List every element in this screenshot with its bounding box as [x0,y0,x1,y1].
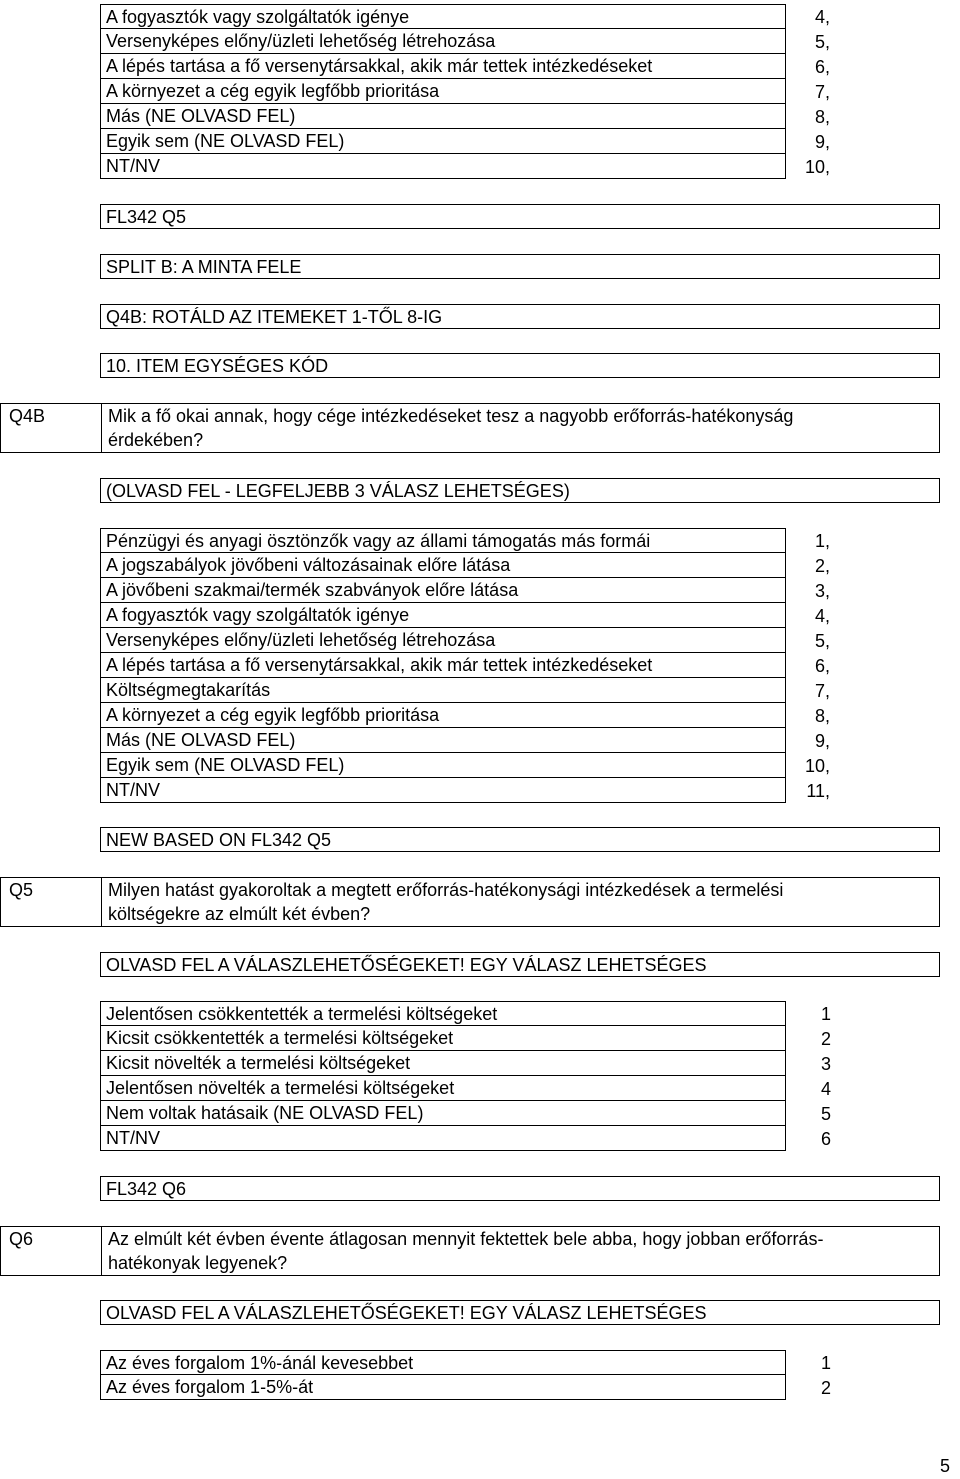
list-item: A lépés tartása a fő versenytársakkal, akik már tettek intézkedéseket [100,653,786,678]
list-item: Nem voltak hatásaik (NE OLVASD FEL) [100,1101,786,1126]
list-item: Az éves forgalom 1%-ánál kevesebbet [100,1350,786,1375]
answer-code: 3 [820,1054,831,1074]
list-item: NT/NV [100,154,786,179]
answer-code: 2 [820,1378,831,1398]
page-number: 5 [940,1456,951,1476]
list-item: NT/NV [100,778,786,803]
question-text [101,877,941,927]
answer-code: 2 [820,1029,831,1049]
question-id: Q6 [9,1229,34,1249]
instruction-note: (OLVASD FEL - LEGFELJEBB 3 VÁLASZ LEHETSÉGES) [100,478,940,503]
list-item: Pénzügyi és anyagi ösztönzők vagy az állami támogatás más formái [100,528,786,553]
answer-code: 5, [814,32,830,52]
answer-code: 10, [804,157,830,177]
answer-code: 4, [814,7,830,27]
list-item: Költségmegtakarítás [100,678,786,703]
answer-list-continued [100,4,786,179]
question-text-line: Mik a fő okai annak, hogy cége intézkedéseket tesz a nagyobb erőforrás-hatékonyság [108,406,794,426]
filter-note: FL342 Q5 [100,204,940,229]
list-item: A környezet a cég egyik legfőbb prioritása [100,703,786,728]
answer-code: 4 [820,1079,831,1099]
question-text [101,1226,941,1276]
answer-code: 8, [814,706,830,726]
list-item: Más (NE OLVASD FEL) [100,104,786,129]
instruction-note: OLVASD FEL A VÁLASZLEHETŐSÉGEKET! EGY VÁLASZ LEHETSÉGES [100,952,940,977]
list-item: Jelentősen növelték a termelési költségeket [100,1076,786,1101]
source-note: NEW BASED ON FL342 Q5 [100,827,940,852]
answer-list-q6 [100,1350,786,1400]
answer-code: 8, [814,107,830,127]
answer-code: 9, [814,731,830,751]
question-box-q4b [0,403,940,453]
list-item: Más (NE OLVASD FEL) [100,728,786,753]
list-item: Kicsit csökkentették a termelési költségeket [100,1026,786,1051]
list-item: A környezet a cég egyik legfőbb prioritása [100,79,786,104]
answer-code: 5 [820,1104,831,1124]
answer-code: 6, [814,656,830,676]
item-code-note: 10. ITEM EGYSÉGES KÓD [100,353,940,378]
list-item: Egyik sem (NE OLVASD FEL) [100,129,786,154]
answer-code: 7, [814,82,830,102]
answer-list-q4b [100,528,786,803]
list-item: Versenyképes előny/üzleti lehetőség létrehozása [100,29,786,54]
list-item: Jelentősen csökkentették a termelési költségeket [100,1001,786,1026]
answer-code: 1, [814,531,830,551]
list-item: Kicsit növelték a termelési költségeket [100,1051,786,1076]
answer-code: 6 [820,1129,831,1149]
list-item: Az éves forgalom 1-5%-át [100,1375,786,1400]
question-box-q6 [0,1226,940,1276]
answer-code: 4, [814,606,830,626]
question-text-line: Az elmúlt két évben évente átlagosan mennyit fektettek bele abba, hogy jobban erőforrás- [108,1229,824,1249]
answer-code: 1 [820,1353,831,1373]
question-box-q5 [0,877,940,927]
answer-code: 2, [814,556,830,576]
question-text-line: költségekre az elmúlt két évben? [108,904,371,924]
list-item: NT/NV [100,1126,786,1151]
answer-code: 1 [820,1004,831,1024]
list-item: A lépés tartása a fő versenytársakkal, akik már tettek intézkedéseket [100,54,786,79]
list-item: A fogyasztók vagy szolgáltatók igénye [100,4,786,29]
question-id: Q5 [9,880,34,900]
answer-code: 3, [814,581,830,601]
answer-list-q5 [100,1001,786,1151]
instruction-note: OLVASD FEL A VÁLASZLEHETŐSÉGEKET! EGY VÁLASZ LEHETSÉGES [100,1300,940,1325]
answer-code: 5, [814,631,830,651]
filter-note: FL342 Q6 [100,1176,940,1201]
rotation-note: Q4B: ROTÁLD AZ ITEMEKET 1-TŐL 8-IG [100,304,940,329]
question-id: Q4B [9,406,46,426]
answer-code: 6, [814,57,830,77]
question-text [101,403,941,453]
list-item: Egyik sem (NE OLVASD FEL) [100,753,786,778]
list-item: A fogyasztók vagy szolgáltatók igénye [100,603,786,628]
answer-code: 10, [804,756,830,776]
question-text-line: érdekében? [108,430,204,450]
list-item: A jövőbeni szakmai/termék szabványok előre látása [100,578,786,603]
answer-code: 9, [814,132,830,152]
list-item: A jogszabályok jövőbeni változásainak előre látása [100,553,786,578]
answer-code: 11, [806,781,830,801]
answer-code: 7, [814,681,830,701]
list-item: Versenyképes előny/üzleti lehetőség létrehozása [100,628,786,653]
question-text-line: hatékonyak legyenek? [108,1253,288,1273]
split-note: SPLIT B: A MINTA FELE [100,254,940,279]
question-text-line: Milyen hatást gyakoroltak a megtett erőforrás-hatékonysági intézkedések a termelési [108,880,784,900]
